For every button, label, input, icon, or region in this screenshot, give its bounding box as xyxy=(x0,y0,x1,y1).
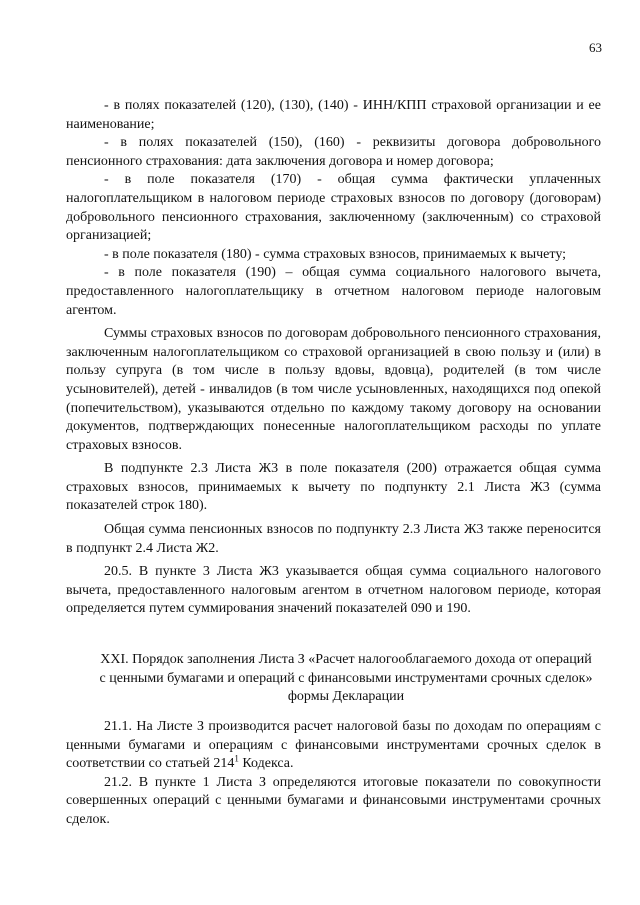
paragraph: - в поле показателя (190) – общая сумма социального налогового вычета, предоставленного налогоплательщику в отчетном налоговом периоде налоговым агентом. xyxy=(66,265,601,318)
paragraph: - в полях показателей (150), (160) - реквизиты договора добровольного пенсионного страхования: дата заключения договора и номер договора; xyxy=(66,135,601,169)
section-text xyxy=(66,718,601,830)
paragraph: Общая сумма пенсионных взносов по подпункту 2.3 Листа Ж3 также переносится в подпункт 2.4 Листа Ж2. xyxy=(66,522,601,556)
section-heading: XXI. Порядок заполнения Листа З «Расчет налогооблагаемого дохода от операций с ценными бумагами и операций с финансовыми инструментами срочных сделок» формы Декларации xyxy=(99,652,593,705)
paragraph: - в поле показателя (180) - сумма страховых взносов, принимаемых к вычету; xyxy=(104,246,567,262)
paragraph-text: Кодекса. xyxy=(238,756,294,772)
main-text xyxy=(66,97,601,619)
paragraph: 20.5. В пункте 3 Листа Ж3 указывается общая сумма социального налогового вычета, предоставленного налоговым агентом в отчетном налоговом периоде, которая определяется путем суммирования значений показателей 090 и 190. xyxy=(66,564,601,617)
page-number: 63 xyxy=(589,40,602,55)
paragraph xyxy=(66,718,601,774)
paragraph: - в полях показателей (120), (130), (140) - ИНН/КПП страховой организации и ее наименование; xyxy=(66,98,601,132)
superscript: 1 xyxy=(234,753,239,764)
paragraph: Суммы страховых взносов по договорам добровольного пенсионного страхования, заключенным налогоплательщиком со страховой организацией в свою пользу и (или) в пользу супруга (в том числе в пользу вдовы, вдовца), родителей (в том числе усыновителей), детей - инвалидов (в том числе усыновленных, находящихся под опекой (попечительством), указываются отдельно по каждому такому договору на основании документов, подтверждающих понесенные налогоплательщиком расходы по уплате страховых взносов. xyxy=(66,326,601,453)
paragraph: 21.2. В пункте 1 Листа З определяются итоговые показатели по совокупности совершенных операций с ценными бумагами и финансовыми инструментами срочных сделок. xyxy=(66,774,601,827)
paragraph: - в поле показателя (170) - общая сумма фактически уплаченных налогоплательщиком в налоговом периоде страховых взносов по договору (договорам) добровольного пенсионного страхования, заключенному (заключенным) со страховой организацией; xyxy=(66,172,601,244)
paragraph: В подпункте 2.3 Листа Ж3 в поле показателя (200) отражается общая сумма страховых взносов, принимаемых к вычету по подпункту 2.1 Листа Ж3 (сумма показателей строк 180). xyxy=(66,461,601,514)
paragraph-text: 21.1. На Листе З производится расчет налоговой базы по доходам по операциям с ценными бумагами и операциям с финансовыми инструментами срочных сделок в соответствии со статьей 214 xyxy=(66,719,601,772)
